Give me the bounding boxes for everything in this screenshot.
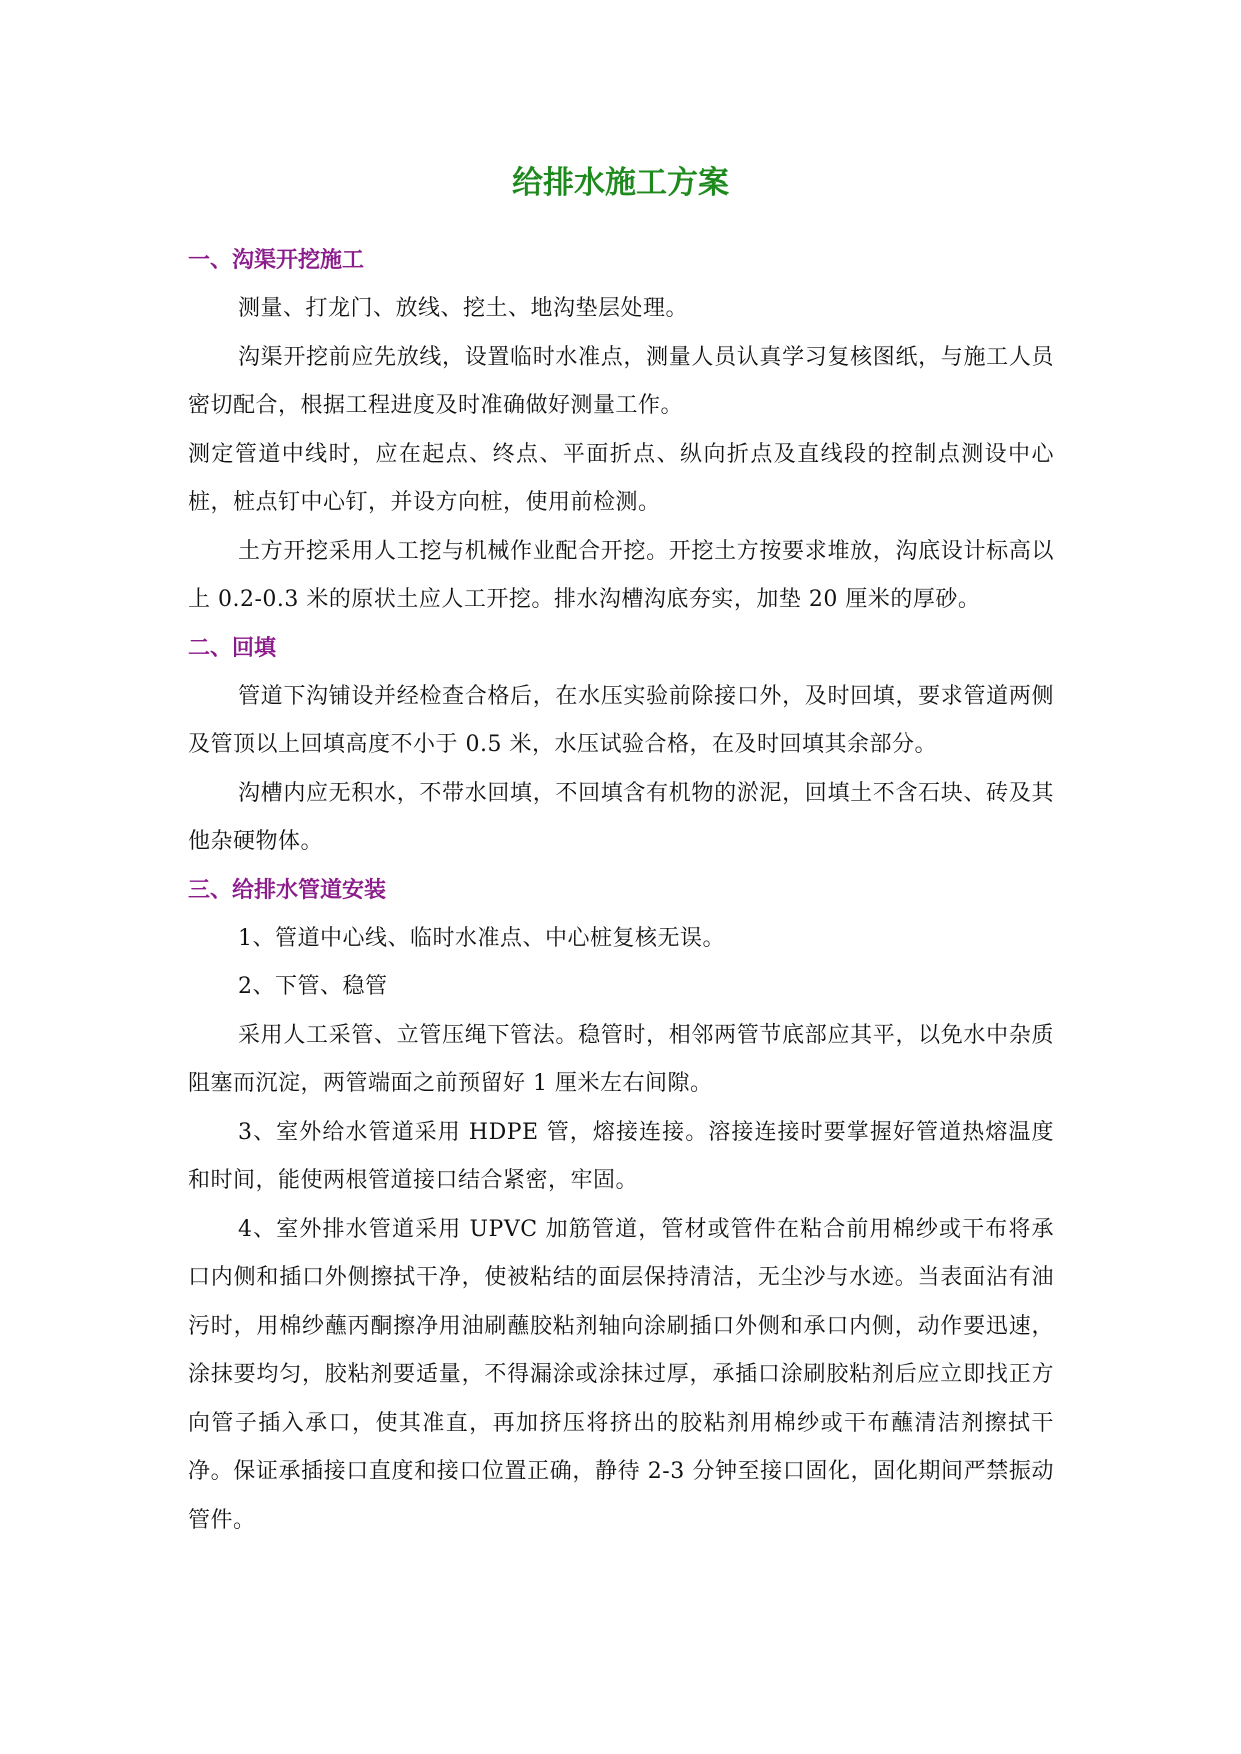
section-heading-pipe-installation: 三、给排水管道安装 bbox=[188, 877, 387, 903]
section-heading-backfill: 二、回填 bbox=[188, 635, 277, 661]
document-body bbox=[188, 237, 1054, 1545]
list-item: 4、室外排水管道采用 UPVC 加筋管道，管材或管件在粘合前用棉纱或干布将承口内侧和插口外侧擦拭干净，使被粘结的面层保持清洁，无尘沙与水迹。当表面沾有油污时，用棉纱蘸丙酮擦净用油刷蘸胶粘剂轴向涂刷插口外侧和承口内侧，动作要迅速，涂抹要均匀，胶粘剂要适量，不得漏涂或涂抹过厚，承插口涂刷胶粘剂后应立即找正方向管子插入承口，使其准直，再加挤压将挤出的胶粘剂用棉纱或干布蘸清洁剂擦拭干净。保证承插接口直度和接口位置正确，静待 2-3 分钟至接口固化，固化期间严禁振动管件。 bbox=[188, 1216, 1054, 1533]
paragraph: 管道下沟铺设并经检查合格后，在水压实验前除接口外，及时回填，要求管道两侧及管顶以上回填高度不小于 0.5 米，水压试验合格，在及时回填其余部分。 bbox=[188, 683, 1054, 757]
list-item: 2、下管、稳管 bbox=[238, 974, 388, 999]
paragraph: 沟渠开挖前应先放线，设置临时水准点，测量人员认真学习复核图纸，与施工人员密切配合，根据工程进度及时准确做好测量工作。 bbox=[188, 344, 1054, 418]
list-item: 3、室外给水管道采用 HDPE 管，熔接连接。溶接连接时要掌握好管道热熔温度和时间，能使两根管道接口结合紧密，牢固。 bbox=[188, 1119, 1054, 1193]
paragraph: 采用人工采管、立管压绳下管法。稳管时，相邻两管节底部应其平，以免水中杂质阻塞而沉淀，两管端面之前预留好 1 厘米左右间隙。 bbox=[188, 1022, 1054, 1096]
list-item: 1、管道中心线、临时水准点、中心桩复核无误。 bbox=[238, 925, 725, 951]
paragraph: 测量、打龙门、放线、挖土、地沟垫层处理。 bbox=[238, 296, 689, 321]
paragraph: 沟槽内应无积水，不带水回填，不回填含有机物的淤泥，回填土不含石块、砖及其他杂硬物体。 bbox=[188, 780, 1054, 854]
paragraph: 测定管道中线时，应在起点、终点、平面折点、纵向折点及直线段的控制点测设中心桩，桩点钉中心钉，并设方向桩，使用前检测。 bbox=[188, 441, 1054, 515]
section-heading-trench-excavation: 一、沟渠开挖施工 bbox=[188, 248, 365, 273]
paragraph: 土方开挖采用人工挖与机械作业配合开挖。开挖土方按要求堆放，沟底设计标高以上 0.2-0.3 米的原状土应人工开挖。排水沟槽沟底夯实，加垫 20 厘米的厚砂。 bbox=[188, 538, 1054, 612]
document-title: 给排水施工方案 bbox=[512, 165, 729, 201]
